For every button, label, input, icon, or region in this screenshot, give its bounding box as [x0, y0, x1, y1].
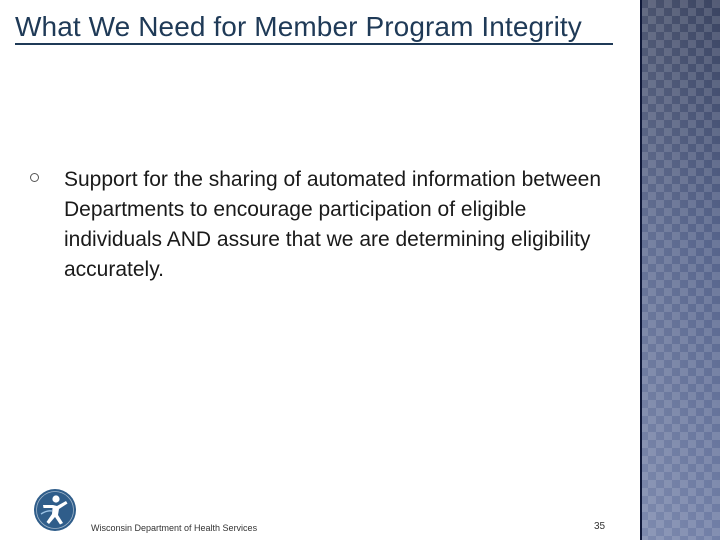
side-panel-edge	[640, 0, 642, 540]
slide-title: What We Need for Member Program Integrity	[15, 11, 582, 42]
title-underline	[15, 43, 613, 45]
footer-organization: Wisconsin Department of Health Services	[91, 523, 258, 533]
dhs-person-logo-icon	[33, 488, 77, 532]
hollow-circle-bullet-icon	[30, 173, 39, 182]
decorative-side-panel	[640, 0, 720, 540]
bullet-text: Support for the sharing of automated information between Departments to encourage participation of eligible individuals AND assure that we are determining eligibility accurately.	[64, 168, 601, 281]
page-number: 35	[594, 521, 606, 532]
slide-title-area	[15, 10, 615, 44]
